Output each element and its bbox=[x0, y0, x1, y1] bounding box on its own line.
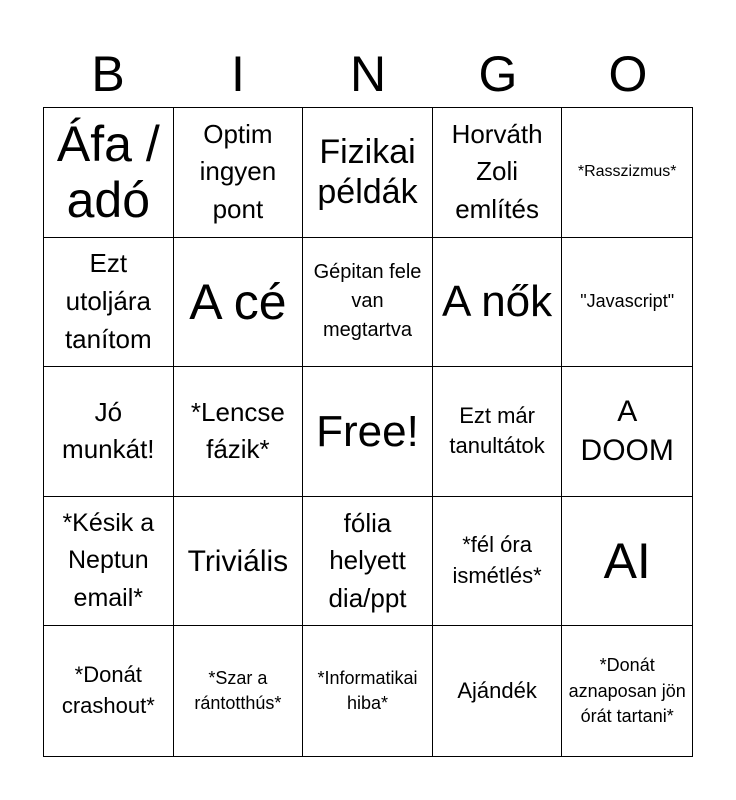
bingo-header bbox=[43, 40, 693, 108]
bingo-cell[interactable] bbox=[44, 626, 174, 756]
header-letter-o: O bbox=[608, 46, 648, 102]
bingo-cell-text: *Informatikai hiba* bbox=[317, 668, 418, 714]
bingo-cell-text: "Javascript" bbox=[580, 291, 675, 312]
bingo-cell[interactable] bbox=[174, 238, 304, 368]
header-letter-n: N bbox=[349, 46, 387, 102]
bingo-cell-text: *Lencse fázik* bbox=[190, 396, 285, 465]
bingo-cell-text: Ezt utoljára tanítom bbox=[64, 248, 152, 354]
bingo-cell-text: AI bbox=[603, 533, 651, 590]
bingo-cell[interactable] bbox=[44, 238, 174, 368]
bingo-cell[interactable] bbox=[303, 108, 433, 238]
bingo-cell-text: Jó munkát! bbox=[62, 396, 155, 465]
bingo-cell[interactable] bbox=[562, 626, 692, 756]
bingo-cell-text: A cé bbox=[189, 273, 287, 330]
bingo-cell[interactable] bbox=[44, 108, 174, 238]
bingo-cell[interactable] bbox=[562, 497, 692, 627]
bingo-cell-text: A DOOM bbox=[580, 395, 674, 468]
bingo-cell[interactable] bbox=[562, 108, 692, 238]
free-cell[interactable] bbox=[303, 367, 433, 497]
bingo-cell-text: *Donát crashout* bbox=[61, 662, 155, 719]
bingo-cell-text: Optim ingyen pont bbox=[199, 118, 277, 225]
bingo-cell[interactable] bbox=[44, 367, 174, 497]
bingo-cell[interactable] bbox=[303, 497, 433, 627]
bingo-cell-text: A nők bbox=[442, 277, 553, 327]
bingo-cell[interactable] bbox=[303, 626, 433, 756]
bingo-cell-text: Ajándék bbox=[457, 677, 537, 703]
bingo-cell-text: Áfa / adó bbox=[56, 116, 160, 229]
header-letter-b: B bbox=[91, 46, 125, 102]
bingo-cell-text: *Donát aznaposan jön órát tartani* bbox=[568, 655, 686, 726]
bingo-cell[interactable] bbox=[44, 497, 174, 627]
bingo-cell[interactable] bbox=[174, 626, 304, 756]
bingo-cell-text: Fizikai példák bbox=[317, 132, 418, 212]
bingo-cell[interactable] bbox=[433, 497, 563, 627]
bingo-cell[interactable] bbox=[433, 238, 563, 368]
bingo-cell[interactable] bbox=[174, 497, 304, 627]
bingo-cell[interactable] bbox=[562, 238, 692, 368]
bingo-cell-text: Horváth Zoli említés bbox=[451, 118, 543, 225]
bingo-cell-text: fólia helyett dia/ppt bbox=[328, 507, 407, 613]
bingo-cell-text: *fél óra ismétlés* bbox=[452, 532, 542, 589]
bingo-cell-text: Triviális bbox=[187, 544, 289, 578]
header-letter-g: G bbox=[478, 46, 518, 102]
bingo-cell-text: Ezt már tanultátok bbox=[449, 402, 545, 459]
bingo-cell[interactable] bbox=[174, 108, 304, 238]
bingo-cell-text: *Szar a rántotthús* bbox=[194, 668, 282, 714]
bingo-board bbox=[43, 107, 693, 757]
bingo-cell[interactable] bbox=[174, 367, 304, 497]
bingo-cell[interactable] bbox=[562, 367, 692, 497]
bingo-cell-text: Gépitan fele van megtartva bbox=[313, 261, 422, 342]
bingo-cell[interactable] bbox=[303, 238, 433, 368]
bingo-cell-text: Free! bbox=[316, 406, 419, 456]
bingo-cell[interactable] bbox=[433, 626, 563, 756]
bingo-cell-text: *Késik a Neptun email* bbox=[62, 508, 155, 612]
bingo-cell-text: *Rasszizmus* bbox=[577, 163, 677, 181]
bingo-cell[interactable] bbox=[433, 108, 563, 238]
bingo-cell[interactable] bbox=[433, 367, 563, 497]
header-letter-i: I bbox=[231, 46, 245, 102]
